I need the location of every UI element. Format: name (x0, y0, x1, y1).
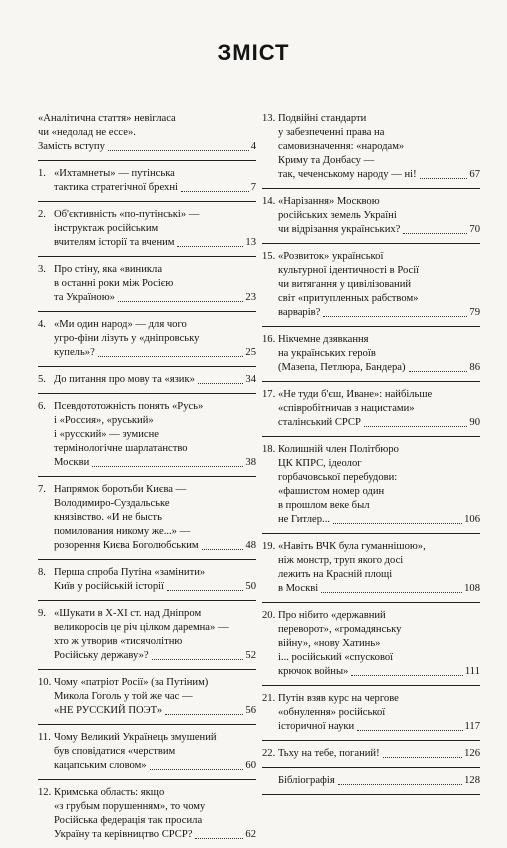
toc-entry-line: ЦК КПРС, ідеолог (278, 458, 362, 469)
toc-entry-line: Перша спроба Путіна «замінити» (54, 567, 206, 578)
toc-page-number: 117 (464, 721, 480, 732)
toc-entry-number: 3. (38, 264, 46, 275)
toc-entry-number: 19. (262, 541, 276, 552)
divider (38, 600, 256, 601)
toc-entry-number: 22. (262, 748, 276, 759)
divider (262, 436, 480, 437)
dot-leader (181, 191, 249, 192)
toc-entry-title: так, чеченському народу — ні! (278, 169, 417, 180)
toc-entry-line: ніж монстр, труп якого досі (278, 555, 404, 566)
divider (262, 243, 480, 244)
dot-leader (195, 838, 243, 839)
toc-page-number: 111 (464, 666, 480, 677)
toc-entry-line: і... російський «спускової (278, 652, 394, 663)
toc-entry-line: «Шукати в Х-ХІ ст. над Дніпром (54, 608, 202, 619)
toc-page-number: 60 (245, 760, 256, 771)
toc-entry-line: «Розвиток» української (278, 251, 384, 262)
toc-entry (38, 373, 256, 387)
toc-entry-line: «обнулення» російської (278, 707, 386, 718)
toc-entry (262, 333, 480, 375)
toc-entry-line (278, 306, 480, 320)
toc-entry-line (54, 291, 256, 305)
toc-entry-line: помилования никому же...» — (54, 526, 191, 537)
dot-leader (198, 383, 244, 384)
toc-entry-title: варварів? (278, 307, 321, 318)
toc-entry-line: російських земель Україні (278, 210, 397, 221)
toc-entry-line: Криму та Донбасу — (278, 155, 375, 166)
toc-entry-line: «співробітничав з нацистами» (278, 403, 415, 414)
toc-entry-line: Подвійні стандарти (278, 113, 367, 124)
divider (38, 724, 256, 725)
toc-entry-title: Бібліографія (278, 775, 335, 786)
toc-entry-line: війну», «нову Хатинь» (278, 638, 381, 649)
toc-entry-line: інструктаж російським (54, 223, 159, 234)
toc-entry (38, 400, 256, 470)
toc-entry-line (278, 223, 480, 237)
toc-entry-line (278, 416, 480, 430)
dot-leader (383, 757, 462, 758)
divider (38, 779, 256, 780)
divider (262, 381, 480, 382)
dot-leader (321, 592, 462, 593)
dot-leader (323, 316, 467, 317)
dot-leader (152, 659, 244, 660)
toc-page-number: 56 (245, 705, 256, 716)
toc-entry (262, 609, 480, 679)
toc-page-number: 86 (469, 362, 480, 373)
toc-page-number: 4 (250, 141, 256, 152)
divider (262, 685, 480, 686)
toc-entry-title: вчителям історії та вченим (54, 237, 175, 248)
toc-entry-line: Російська федерація так просила (54, 815, 203, 826)
toc-entry-line (54, 828, 256, 842)
toc-entry-line (54, 236, 256, 250)
toc-entry-line (278, 774, 480, 788)
toc-entry (262, 692, 480, 734)
toc-entry-line (278, 582, 480, 596)
divider (38, 669, 256, 670)
divider (38, 201, 256, 202)
dot-leader (150, 769, 244, 770)
toc-entry-line: Микола Гоголь у той же час — (54, 691, 193, 702)
toc-entry-line: Нікчемне дзявкання (278, 334, 369, 345)
divider (262, 602, 480, 603)
toc-entry (38, 208, 256, 250)
toc-entry-line: угро-фіни лізуть у «дніпровську (54, 333, 200, 344)
divider (262, 326, 480, 327)
toc-entry-line: лежить на Красній площі (278, 569, 393, 580)
toc-entry-number: 21. (262, 693, 276, 704)
divider (262, 794, 480, 795)
toc-entry-line (54, 580, 256, 594)
toc-entry-line (278, 720, 480, 734)
toc-entry-line: у забезпеченні права на (278, 127, 385, 138)
toc-entry-line (54, 181, 256, 195)
toc-page-number: 7 (250, 182, 256, 193)
divider (262, 533, 480, 534)
toc-entry (262, 443, 480, 527)
toc-entry-line: «Навіть ВЧК була гуманнішою», (278, 541, 426, 552)
toc-entry-title: крючок войны» (278, 666, 349, 677)
dot-leader (409, 371, 468, 372)
toc-entry-title: чи відрізання українських? (278, 224, 401, 235)
divider (262, 740, 480, 741)
toc-page-number: 67 (469, 169, 480, 180)
toc-entry-title: сталінський СРСР (278, 417, 361, 428)
toc-entry-number: 7. (38, 484, 46, 495)
toc-page-number: 34 (245, 374, 256, 385)
toc-entry-line (54, 346, 256, 360)
dot-leader (92, 466, 243, 467)
divider (38, 393, 256, 394)
toc-entry-title: Замість вступу (38, 141, 105, 152)
toc-entry-number: 13. (262, 113, 276, 124)
toc-entry-title: в Москві (278, 583, 319, 594)
toc-entry-line: чи «недолад не ессе». (38, 127, 136, 138)
divider (38, 311, 256, 312)
dot-leader (98, 356, 244, 357)
toc-entry-line: «Не туди б'єш, Иване»: найбільше (278, 389, 433, 400)
dot-leader (351, 675, 463, 676)
toc-entry (38, 731, 256, 773)
toc-entry-number: 1. (38, 168, 46, 179)
toc-entry-line (278, 361, 480, 375)
toc-page-number: 23 (245, 292, 256, 303)
toc-entry-line (54, 704, 256, 718)
toc-entry-number: 4. (38, 319, 46, 330)
toc-entry (262, 112, 480, 182)
toc-entry-line: «Ихтамнеты» — путінська (54, 168, 175, 179)
toc-entry-number: 18. (262, 444, 276, 455)
toc-entry-number: 12. (38, 787, 52, 798)
toc-entry-line: був сповідатися «черствим (54, 746, 176, 757)
toc-entry-line: термінологічне шарлатанство (54, 443, 188, 454)
toc-page-number: 13 (245, 237, 256, 248)
toc-entry-line (54, 539, 256, 553)
toc-entry-line: «фашистом номер один (278, 486, 385, 497)
toc-entry-line: Чому «патріот Росії» (за Путіним) (54, 677, 209, 688)
toc-entry-line: самовизначення: «народам» (278, 141, 405, 152)
toc-entry-title: Тьху на тебе, поганий! (278, 748, 380, 759)
toc-entry-title: До питання про мову та «язик» (54, 374, 195, 385)
toc-entry-number: 9. (38, 608, 46, 619)
toc-entry (262, 774, 480, 788)
toc-entry-number: 2. (38, 209, 46, 220)
toc-entry-number: 16. (262, 334, 276, 345)
toc-entry-line: Володимиро-Суздальське (54, 498, 170, 509)
dot-leader (364, 426, 468, 427)
toc-entry-number: 17. (262, 389, 276, 400)
divider (38, 476, 256, 477)
page-title: ЗМІСТ (217, 40, 290, 65)
toc-entry-line (54, 649, 256, 663)
toc-entry-line (278, 513, 480, 527)
toc-entry-line: в останні роки між Росією (54, 278, 174, 289)
toc-entry-title: історичної науки (278, 721, 355, 732)
toc-entry-title: розорення Києва Боголюбським (54, 540, 199, 551)
toc-entry-line: і «Россия», «руський» (54, 415, 154, 426)
toc-entry (38, 167, 256, 195)
toc-entry-line: «Ми один народ» — для чого (54, 319, 187, 330)
toc-entry-line: Кримська область: якщо (54, 787, 165, 798)
toc-entry (38, 676, 256, 718)
toc-entry-number: 6. (38, 401, 46, 412)
toc-entry-title: «НЕ РУССКИЙ ПОЭТ» (54, 705, 163, 716)
divider (262, 188, 480, 189)
toc-entry-line: світ «притупленных рабством» (278, 293, 419, 304)
toc-entry-line (278, 168, 480, 182)
divider (38, 256, 256, 257)
toc-entry-line: князівство. «И не бысть (54, 512, 162, 523)
toc-entry-line: Чому Великий Українець змушений (54, 732, 217, 743)
toc-entry-number: 14. (262, 196, 276, 207)
toc-entry-line: в прошлом веке был (278, 500, 370, 511)
dot-leader (403, 233, 467, 234)
toc-entry-number: 10. (38, 677, 52, 688)
toc-entry-line (38, 140, 256, 154)
toc-entry (262, 195, 480, 237)
toc-entry-number: 20. (262, 610, 276, 621)
toc-entry-line (54, 373, 256, 387)
toc-entry-line: Про стіну, яка «виникла (54, 264, 163, 275)
toc-entry-title: Москви (54, 457, 90, 468)
dot-leader (357, 730, 462, 731)
toc-entry-line: «Аналітична стаття» невігласа (38, 113, 176, 124)
toc-right-column (262, 112, 480, 801)
toc-page-number: 52 (245, 650, 256, 661)
divider (38, 366, 256, 367)
toc-entry-line (278, 665, 480, 679)
toc-entry (38, 607, 256, 663)
divider (262, 767, 480, 768)
toc-entry-line: Напрямок боротьби Києва — (54, 484, 187, 495)
dot-leader (118, 301, 243, 302)
toc-entry-line (54, 759, 256, 773)
toc-entry (262, 540, 480, 596)
divider (38, 559, 256, 560)
toc-entry-line: Колишній член Політбюро (278, 444, 399, 455)
toc-entry (38, 112, 256, 154)
toc-entry (38, 786, 256, 842)
toc-entry-line: горбачовської перебудови: (278, 472, 398, 483)
toc-entry-line: переворот», «громадянську (278, 624, 402, 635)
toc-page-number: 62 (245, 829, 256, 840)
toc-entry-line: Путін взяв курс на чергове (278, 693, 399, 704)
toc-page-number: 90 (469, 417, 480, 428)
toc-entry-line: Псевдототожність понять «Русь» (54, 401, 204, 412)
toc-entry (262, 250, 480, 320)
divider (38, 160, 256, 161)
toc-entry-line: хто ж утворив «тисячолітню (54, 636, 183, 647)
toc-page-number: 50 (245, 581, 256, 592)
toc-entry-title: не Гитлер... (278, 514, 331, 525)
dot-leader (177, 246, 243, 247)
toc-entry-line: культурної ідентичності в Росії (278, 265, 420, 276)
toc-entry-line: «Нарізання» Москвою (278, 196, 380, 207)
dot-leader (333, 523, 462, 524)
toc-entry-title: Російську державу»? (54, 650, 149, 661)
toc-page-number: 108 (464, 583, 480, 594)
dot-leader (202, 549, 244, 550)
toc-entry-line (278, 747, 480, 761)
toc-entry (262, 388, 480, 430)
toc-entry-line: Про нібито «державний (278, 610, 386, 621)
toc-entry (38, 263, 256, 305)
toc-page-number: 38 (245, 457, 256, 468)
dot-leader (108, 150, 249, 151)
toc-page-number: 126 (464, 748, 480, 759)
toc-entry-title: Україну та керівництво СРСР? (54, 829, 193, 840)
toc-page-number: 128 (464, 775, 480, 786)
toc-entry-number: 8. (38, 567, 46, 578)
dot-leader (420, 178, 468, 179)
toc-entry (38, 483, 256, 553)
toc-entry-number: 11. (38, 732, 51, 743)
dot-leader (165, 714, 243, 715)
toc-page-number: 79 (469, 307, 480, 318)
toc-entry-line: і «русский» — зумисне (54, 429, 159, 440)
toc-entry-title: та Україною» (54, 292, 115, 303)
toc-entry-line: Об'єктивність «по-путінські» — (54, 209, 200, 220)
toc-entry-title: кацапським словом» (54, 760, 147, 771)
toc-entry (38, 566, 256, 594)
toc-entry-title: (Мазепа, Петлюра, Бандера) (278, 362, 406, 373)
dot-leader (167, 590, 243, 591)
dot-leader (338, 784, 462, 785)
toc-entry-line: на українських героїв (278, 348, 376, 359)
toc-page-number: 48 (245, 540, 256, 551)
toc-left-column (38, 112, 256, 848)
toc-page-number: 70 (469, 224, 480, 235)
toc-entry-title: тактика стратегічної брехні (54, 182, 178, 193)
toc-entry (38, 318, 256, 360)
toc-page-number: 25 (245, 347, 256, 358)
toc-entry-line: чи витягання у цивілізований (278, 279, 412, 290)
toc-entry-line (54, 456, 256, 470)
toc-entry-number: 15. (262, 251, 276, 262)
toc-entry-number: 5. (38, 374, 46, 385)
toc-entry-line: великоросів це річ цілком даремна» — (54, 622, 229, 633)
toc-entry-title: Київ у російській історії (54, 581, 165, 592)
toc-page-number: 106 (464, 514, 480, 525)
toc-entry-title: купель»? (54, 347, 95, 358)
toc-entry (262, 747, 480, 761)
toc-entry-line: «з грубым порушенням», то чому (54, 801, 206, 812)
